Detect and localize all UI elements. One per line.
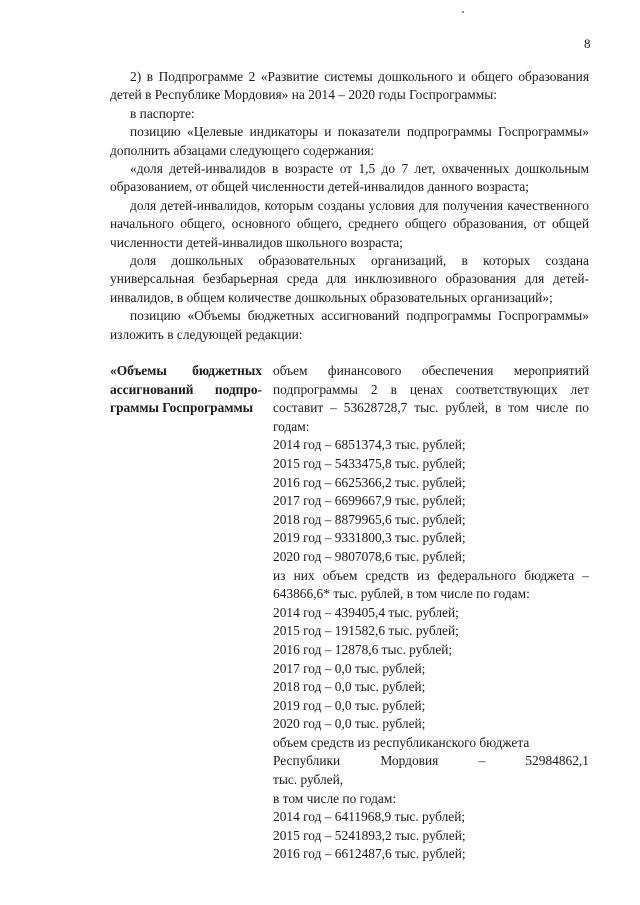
republic-year-row: 2016 год – 6612487,6 тыс. рублей; <box>273 846 466 862</box>
federal-year-row: 2014 год – 439405,4 тыс. рублей; <box>273 604 459 620</box>
page-number: 8 <box>584 36 591 51</box>
budget-values <box>273 362 589 864</box>
federal-year-row: 2015 год – 191582,6 тыс. рублей; <box>273 623 459 639</box>
republic-year-row: 2014 год – 6411968,9 тыс. рублей; <box>273 809 466 825</box>
budget-republic-intro: объем средств из республиканского бюджета <box>273 734 530 750</box>
budget-republic-amount-row <box>273 752 589 771</box>
federal-year-row: 2019 год – 0,0 тыс. рублей; <box>273 697 426 713</box>
budget-label-line: «Объемы бюджетных <box>110 363 262 378</box>
federal-year-row: 2016 год – 12878,6 тыс. рублей; <box>273 641 453 657</box>
budget-year-row: 2017 год – 6699667,9 тыс. рублей; <box>273 493 466 509</box>
paragraph-subprogram-2: 2) в Подпрограмме 2 «Развитие системы дошкольного и общего образования детей в Республике Мордовия» на 2014 – 2020 годы Госпрограммы: <box>110 69 589 103</box>
paragraph-budget-position: позицию «Объемы бюджетных ассигнований подпрограммы Госпрограммы» изложить в следующей редакции: <box>110 308 589 342</box>
budget-year-row: 2018 год – 8879965,6 тыс. рублей; <box>273 511 466 527</box>
budget-label-line: граммы Госпрограммы <box>110 400 254 416</box>
budget-label-line: ассигнований подпро- <box>110 381 262 397</box>
dash: – <box>478 753 486 769</box>
republic-year-row: 2015 год – 5241893,2 тыс. рублей; <box>273 827 466 843</box>
paragraph-preschool-share: «доля детей-инвалидов в возрасте от 1,5 до 7 лет, охваченных дошкольным образованием, от общей численности детей-инвалидов данного возраста; <box>110 161 589 195</box>
paragraph-barrier-free-share: доля дошкольных образовательных организаций, в которых создана универсальная безбарьерная среда для инклюзивного образования для детей-инвалидов, в общем количестве дошкольных образовательных организаций»; <box>110 253 589 305</box>
republic-amount: 52984862,1 <box>525 753 589 769</box>
paragraph-passport: в паспорте: <box>130 105 195 121</box>
budget-year-row: 2020 год – 9807078,6 тыс. рублей; <box>273 548 466 564</box>
paragraph-school-share: доля детей-инвалидов, которым созданы условия для получения качественного начального общего, основного общего, среднего общего образования, от общей численности детей-инвалидов школьного возраста; <box>110 197 589 250</box>
budget-year-row: 2015 год – 5433475,8 тыс. рублей; <box>273 455 466 471</box>
federal-year-row: 2017 год – 0,0 тыс. рублей; <box>273 660 426 676</box>
republic-word: Республики <box>273 753 341 769</box>
federal-year-row: 2018 год – 0,0 тыс. рублей; <box>273 679 426 695</box>
budget-republic-by-years: в том числе по годам: <box>273 790 397 806</box>
scan-speck <box>462 11 464 13</box>
federal-year-row: 2020 год – 0,0 тыс. рублей; <box>273 716 426 732</box>
paragraph-target-indicators: позицию «Целевые индикаторы и показатели подпрограммы Госпрограммы» дополнить абзацами следующего содержания: <box>110 124 589 158</box>
budget-year-row: 2019 год – 9331800,3 тыс. рублей; <box>273 530 466 546</box>
amendment-text <box>110 68 589 344</box>
budget-republic-unit: тыс. рублей, <box>273 772 344 788</box>
budget-total-intro: объем финансового обеспечения мероприятий подпрограммы 2 в ценах соответствующих лет составит – 53628728,7 тыс. рублей, в том числе по годам: <box>273 363 589 434</box>
budget-year-row: 2014 год – 6851374,3 тыс. рублей; <box>273 437 466 453</box>
mordovia-word: Мордовия <box>380 753 439 769</box>
budget-label <box>110 362 262 418</box>
budget-year-row: 2016 год – 6625366,2 тыс. рублей; <box>273 474 466 490</box>
budget-federal-intro: из них объем средств из федерального бюджета – 643866,6* тыс. рублей, в том числе по годам: <box>273 567 589 602</box>
